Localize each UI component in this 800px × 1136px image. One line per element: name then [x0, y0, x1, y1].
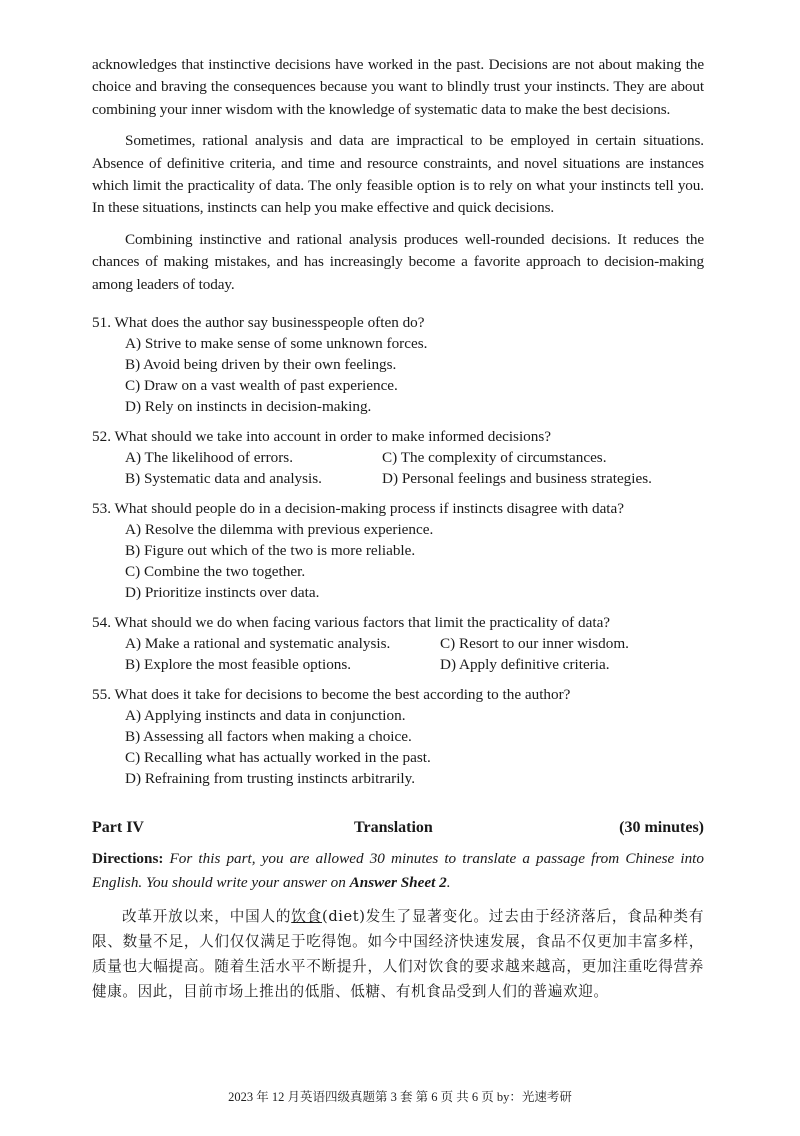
- option-c: C) Combine the two together.: [125, 563, 306, 581]
- question-stem: [92, 498, 704, 519]
- option-d: D) Rely on instincts in decision-making.: [125, 398, 372, 416]
- question-55: [92, 684, 704, 789]
- option-a: A) Make a rational and systematic analysis.: [125, 635, 391, 653]
- option-c: C) Draw on a vast wealth of past experience.: [125, 377, 398, 395]
- part-label: Part IV: [92, 819, 144, 837]
- question-51: [92, 312, 704, 417]
- question-number: 55.: [92, 686, 111, 704]
- part-header: [92, 817, 704, 839]
- question-number: 53.: [92, 500, 111, 518]
- exam-page: [92, 54, 704, 1004]
- question-54: [92, 612, 704, 675]
- option-d: D) Prioritize instincts over data.: [125, 584, 320, 602]
- question-text: What does it take for decisions to become the best according to the author?: [114, 686, 571, 704]
- directions-end: .: [446, 874, 451, 892]
- underlined-term: 饮食: [291, 908, 323, 926]
- passage-paragraph: Combining instinctive and rational analysis produces well-rounded decisions. It reduces the chances of making mistakes, and has increasingly become a favorite approach to decision-making among leaders of today.: [92, 230, 704, 293]
- option-b: B) Avoid being driven by their own feelings.: [125, 356, 397, 374]
- option-d: D) Apply definitive criteria.: [440, 656, 610, 674]
- question-number: 51.: [92, 314, 111, 332]
- reading-passage: [92, 54, 704, 296]
- part-time: (30 minutes): [619, 819, 704, 837]
- chinese-text-rest: (diet)发生了显著变化。过去由于经济落后，食品种类有限、数量不足，人们仅仅满足于吃得饱。如今中国经济快速发展，食品不仅更加丰富多样，质量也大幅提高。随着生活水平不断提升，人们对饮食的要求越来越高，更加注重吃得营养健康。因此，目前市场上推出的低脂、低糖、有机食品受到人们的普遍欢迎。: [92, 908, 705, 1001]
- part-title: Translation: [354, 819, 433, 837]
- option-b: B) Explore the most feasible options.: [125, 656, 352, 674]
- option-a: A) Applying instincts and data in conjunction.: [125, 707, 406, 725]
- option-d: D) Refraining from trusting instincts arbitrarily.: [125, 770, 416, 788]
- question-text: What should we do when facing various factors that limit the practicality of data?: [114, 614, 611, 632]
- options-grid: [92, 633, 704, 675]
- option-c: C) The complexity of circumstances.: [382, 449, 607, 467]
- options-list: [92, 705, 704, 789]
- passage-paragraph: Sometimes, rational analysis and data are impractical to be employed in certain situations. Absence of definitive criteria, and time and resource constraints, and novel situations are instances which limit the practicality of data. The only feasible option is to rely on what your instincts tell you. In these situations, instincts can help you make effective and quick decisions.: [92, 132, 704, 217]
- question-53: [92, 498, 704, 603]
- question-stem: [92, 612, 704, 633]
- question-number: 54.: [92, 614, 111, 632]
- option-c: C) Resort to our inner wisdom.: [440, 635, 629, 653]
- option-d: D) Personal feelings and business strategies.: [382, 470, 652, 488]
- directions: [92, 847, 704, 895]
- question-52: [92, 426, 704, 489]
- page-footer: 2023 年 12 月英语四级真题第 3 套 第 6 页 共 6 页 by：光速考研: [228, 1090, 572, 1104]
- passage-paragraph: acknowledges that instinctive decisions have worked in the past. Decisions are not about making the choice and braving the consequences because you want to blindly trust your instincts. They are about combining your inner wisdom with the knowledge of systematic data to make the best decisions.: [92, 56, 704, 118]
- question-text: What should we take into account in order to make informed decisions?: [114, 428, 552, 446]
- question-text: What does the author say businesspeople often do?: [114, 314, 425, 332]
- question-stem: [92, 684, 704, 705]
- option-b: B) Systematic data and analysis.: [125, 470, 322, 488]
- translation-passage: [92, 904, 704, 1004]
- option-a: A) The likelihood of errors.: [125, 449, 294, 467]
- option-b: B) Figure out which of the two is more reliable.: [125, 542, 416, 560]
- option-a: A) Resolve the dilemma with previous experience.: [125, 521, 434, 539]
- question-text: What should people do in a decision-making process if instincts disagree with data?: [114, 500, 625, 518]
- options-list: [92, 333, 704, 417]
- options-grid: [92, 447, 704, 489]
- option-a: A) Strive to make sense of some unknown forces.: [125, 335, 428, 353]
- question-number: 52.: [92, 428, 111, 446]
- option-b: B) Assessing all factors when making a choice.: [125, 728, 412, 746]
- directions-text: For this part, you are allowed 30 minutes to translate a passage from Chinese into English. You should write your answer on: [92, 850, 704, 892]
- question-stem: [92, 426, 704, 447]
- chinese-text-start: 改革开放以来，中国人的: [122, 908, 292, 926]
- question-stem: [92, 312, 704, 333]
- options-list: [92, 519, 704, 603]
- option-c: C) Recalling what has actually worked in the past.: [125, 749, 431, 767]
- answer-sheet-ref: Answer Sheet 2: [349, 874, 447, 892]
- directions-label: Directions:: [92, 850, 164, 868]
